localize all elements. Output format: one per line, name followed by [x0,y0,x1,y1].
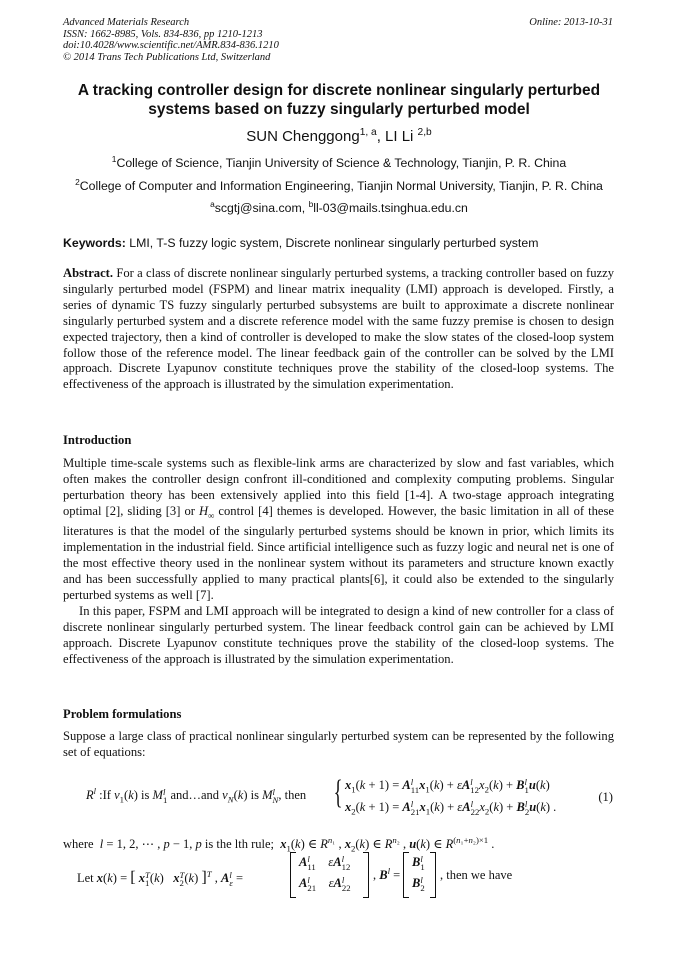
email-b-sup: b [308,198,314,209]
keywords-text: LMI, T-S fuzzy logic system, Discrete nonlinear singularly perturbed system [125,236,539,250]
then-we-have: , then we have [440,868,513,882]
abstract-text: For a class of discrete nonlinear singularly perturbed systems, a tracking controller based on fuzzy singularly perturbed model (FSPM) and linear matrix inequality (LMI) approach is developed. Firstly, a series of dynamic TS fuzzy singularly perturbed subsystems are built to approximate a discrete nonlinear singularly perturbed system and a discrete reference model with the same fuzzy premise is chosen to design expected trajectory, then a kind of controller is developed to make the slow states of the closed-loop system follow those of the reference model. The linear feedback gain of the controller can be solved by the LMI approach. Discrete Lyapunov constitute techniques prove the stability of the closed-loop systems. The effectiveness of the approach is illustrated by the simulation experimentation. [63,266,614,392]
aff2-text: College of Computer and Information Engineering, Tianjin Normal University, Tianjin, P. R. China [79,179,603,193]
equation-number: (1) [598,790,613,804]
author-1: SUN Chenggong [246,128,360,145]
aff2-sup: 2 [75,176,80,187]
affiliation-2 [0,176,678,193]
rule-M1: Ml 1 [152,787,168,806]
matrix-B-label: , $B^l$ = [373,865,401,882]
intro-p1a: Multiple time-scale systems such as flexible-link arms are characterized by slow and fast variables, which often makes the controller design confront ill-conditioned and complexity computing problems. Singular perturbation theory has been extensively applied into this field [1-4]. A two-stage approach integrating optimal [2], sliding [3] or [63,456,614,518]
doi: doi:10.4028/www.scientific.net/AMR.834-836.1210 [63,40,279,51]
rule-and: and…and [167,788,223,802]
let-line: Let x(k) = [ xT 1(k) xT 2(k) ]$^T$ , Al ε = [77,868,244,889]
author-1-sup: 1, a [359,127,377,138]
where-line: where l = 1, 2, ⋯ , p − 1, p is the lth rule; $x_1(k)$ ∈ $R^{n_1}$ , $x_2(k)$ ∈ $R^{n_2}$ , u(k) ∈ $R^{(n_1+n_2)\times 1}$ . [63,834,495,854]
h-infinity [198,503,215,521]
intro-paragraph-1 [63,456,614,604]
paper-title [40,81,638,119]
matrix-B-right-bracket [430,852,436,898]
let-word: Let [77,871,94,885]
matrix-A-right-bracket [363,852,369,898]
hinf-sub: ∞ [208,510,215,521]
equation-brace: { [333,774,343,811]
rule-is-2: is [247,788,263,802]
aff1-text: College of Science, Tianjin University of Science & Technology, Tianjin, P. R. China [116,156,567,170]
problem-heading: Problem formulations [63,707,182,721]
introduction-heading: Introduction [63,433,132,447]
rule-vN: v [222,788,228,802]
problem-paragraph-1: Suppose a large class of practical nonlinear singularly perturbed system can be represented by the following set of equations: [63,729,614,759]
intro-p1b: control [4] themes is developed. However, the basic limitation in all of these literatures is that the model of the singularly perturbed systems should be known in prior, which limits its implementation in the industrial field. Since artificial intelligence such as fuzzy logic and neural net is one of the most effective theory used in the nonlinear system without its parameters and structure known exactly and has been successfully applied to many practical plants[6], it could also be extended to the singularly perturbed systems as well [7]. [63,503,614,602]
email-b: ll-03@mails.tsinghua.edu.cn [313,201,468,215]
matrix-B-row-2: Bl 2 [412,875,425,894]
hinf-symbol: H [198,503,209,518]
journal-name: Advanced Materials Research [63,17,190,28]
abstract-label: Abstract. [63,266,114,280]
online-date: Online: 2013-10-31 [529,17,613,28]
matrix-A-row-2: Al 21 εAl 22 [299,875,351,894]
abstract [63,266,614,393]
title-line-1: A tracking controller design for discrete nonlinear singularly perturbed [77,82,601,99]
rule-v1: v [114,788,120,802]
rule-then: , then [278,788,307,802]
aff1-sup: 1 [111,153,117,164]
where-rule: is the lth rule; [201,837,274,851]
copyright: © 2014 Trans Tech Publications Ltd, Switzerland [63,51,271,63]
equation-1-line-2: $x_2(k + 1) = Al$ $21x_1(k) + \varepsilon Al$ $22x_2(k) + Bl$ 2u(k) . [345,799,557,818]
keywords [63,236,538,250]
emails [0,198,678,215]
affiliation-1 [0,153,678,170]
where-word: where [63,837,94,851]
rule-is-1: is [137,788,153,802]
email-a: scgtj@sina.com, [214,201,309,215]
email-a-sup: a [210,198,215,209]
matrix-B-left-bracket [403,852,409,898]
matrix-A-left-bracket [290,852,296,898]
journal-header [63,17,279,63]
equation-1-line-1: $x_1(k + 1) = Al$ $11x_1(k) + \varepsilon Al$ $12x_2(k) + Bl$ 1u(k) [345,777,550,796]
rule-if: :If [96,788,115,802]
title-line-2: systems based on fuzzy singularly perturbed model [148,101,530,118]
intro-paragraph-2: In this paper, FSPM and LMI approach will be integrated to design a kind of new controller for a class of discrete nonlinear singularly perturbed system. The linear feedback control gain can be achieved by LMI approach. Discrete Lyapunov constitute techniques prove the stability of the closed-loop systems. The effectiveness of the approach is illustrated by the simulation experimentation. [63,604,614,666]
rule-R-sup: l [93,785,97,796]
issn: ISSN: 1662-8985, Vols. 834-836, pp 1210-1213 [63,28,263,40]
authors [0,128,678,145]
author-2: , LI Li [376,128,418,145]
fuzzy-rule [86,785,307,806]
matrix-B-row-1: Bl 1 [412,854,425,873]
matrix-A-row-1: Al 11 εAl 12 [299,854,351,873]
rule-v1-rest: $_1$(k) [119,788,138,805]
rule-vN-rest: $_N$(k) [227,788,248,805]
keywords-label: Keywords: [63,236,126,250]
rule-R: R [86,788,94,802]
author-2-sup: 2,b [417,127,432,138]
rule-MN: Ml N [262,787,279,806]
